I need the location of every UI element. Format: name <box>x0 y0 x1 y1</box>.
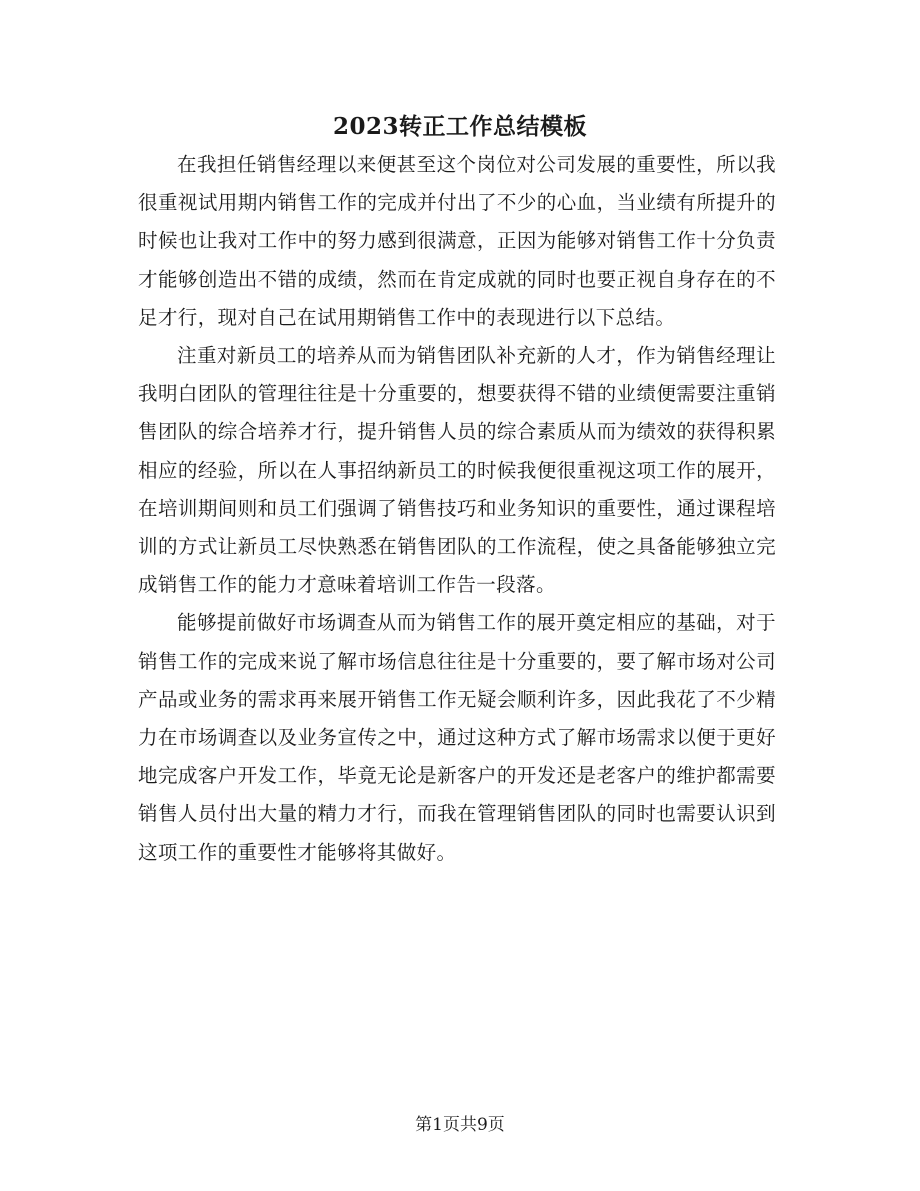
paragraph-training: 注重对新员工的培养从而为销售团队补充新的人才，作为销售经理让我明白团队的管理往往是十分重要的，想要获得不错的业绩便需要注重销售团队的综合培养才行，提升销售人员的综合素质从而为绩效的获得积累相应的经验，所以在人事招纳新员工的时候我便很重视这项工作的展开，在培训期间则和员工们强调了销售技巧和业务知识的重要性，通过课程培训的方式让新员工尽快熟悉在销售团队的工作流程，使之具备能够独立完成销售工作的能力才意味着培训工作告一段落。 <box>138 344 776 597</box>
page-number-footer: 第1页共9页 <box>415 1115 505 1135</box>
paragraph-market-research: 能够提前做好市场调查从而为销售工作的展开奠定相应的基础，对于销售工作的完成来说了解市场信息往往是十分重要的，要了解市场对公司产品或业务的需求再来展开销售工作无疑会顺利许多，因此我花了不少精力在市场调查以及业务宣传之中，通过这种方式了解市场需求以便于更好地完成客户开发工作，毕竟无论是新客户的开发还是老客户的维护都需要销售人员付出大量的精力才行，而我在管理销售团队的同时也需要认识到这项工作的重要性才能够将其做好。 <box>138 611 776 864</box>
document-title: 2023转正工作总结模板 <box>332 113 587 140</box>
paragraph-intro: 在我担任销售经理以来便甚至这个岗位对公司发展的重要性，所以我很重视试用期内销售工作的完成并付出了不少的心血，当业绩有所提升的时候也让我对工作中的努力感到很满意，正因为能够对销售工作十分负责才能够创造出不错的成绩，然而在肯定成就的同时也要正视自身存在的不足才行，现对自己在试用期销售工作中的表现进行以下总结。 <box>138 153 776 329</box>
document-body <box>138 146 776 872</box>
